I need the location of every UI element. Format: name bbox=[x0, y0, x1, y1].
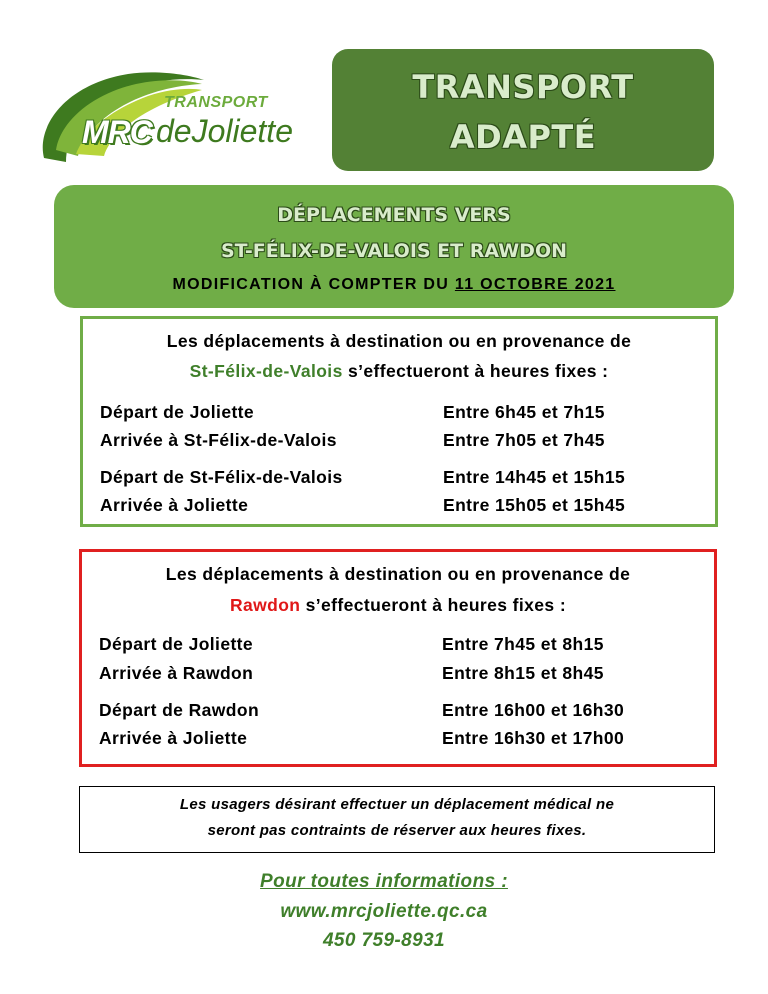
row-label: Départ de Rawdon bbox=[99, 700, 260, 720]
schedule-intro-line-2 bbox=[83, 361, 715, 382]
note-line-1: Les usagers désirant effectuer un déplacement médical ne bbox=[179, 796, 615, 813]
title-box bbox=[332, 49, 714, 171]
schedule-row bbox=[99, 700, 704, 722]
row-label: Arrivée à Joliette bbox=[99, 728, 248, 748]
schedule-intro-rest: s’effectueront à heures fixes : bbox=[300, 595, 567, 615]
subtitle-line-1: DÉPLACEMENTS VERS bbox=[277, 204, 511, 226]
schedule-row bbox=[99, 634, 704, 656]
subtitle-box bbox=[54, 185, 734, 308]
row-label: Départ de Joliette bbox=[99, 634, 254, 654]
row-label: Départ de St-Félix-de-Valois bbox=[100, 467, 343, 487]
row-time: Entre 6h45 et 7h15 bbox=[443, 402, 605, 422]
row-label: Arrivée à Rawdon bbox=[99, 663, 254, 683]
modification-date: 11 OCTOBRE 2021 bbox=[454, 276, 616, 293]
row-label: Départ de Joliette bbox=[100, 402, 255, 422]
logo-mrc-text: MRC bbox=[82, 114, 152, 150]
mrc-joliette-logo bbox=[36, 66, 298, 166]
footer-info-heading: Pour toutes informations : bbox=[260, 871, 508, 892]
row-time: Entre 16h30 et 17h00 bbox=[442, 728, 625, 748]
subtitle-line-2: ST-FÉLIX-DE-VALOIS ET RAWDON bbox=[221, 240, 567, 262]
schedule-box-rawdon bbox=[79, 549, 717, 767]
schedule-row bbox=[100, 402, 705, 424]
footer-website-link[interactable]: www.mrcjoliette.qc.ca bbox=[280, 901, 488, 922]
note-line-2: seront pas contraints de réserver aux heures fixes. bbox=[207, 822, 587, 839]
destination-name: Rawdon bbox=[229, 595, 301, 615]
schedule-box-st-felix bbox=[80, 316, 718, 527]
row-time: Entre 7h45 et 8h15 bbox=[442, 634, 604, 654]
schedule-intro-rest: s’effectueront à heures fixes : bbox=[342, 361, 609, 381]
schedule-row bbox=[99, 663, 704, 685]
modification-prefix: MODIFICATION À COMPTER DU bbox=[172, 276, 455, 293]
logo-transport-text: TRANSPORT bbox=[164, 94, 268, 111]
schedule-row bbox=[99, 728, 704, 750]
schedule-intro-line-1: Les déplacements à destination ou en provenance de bbox=[166, 331, 632, 351]
medical-note-box bbox=[79, 786, 715, 853]
schedule-row bbox=[100, 495, 705, 517]
row-label: Arrivée à Joliette bbox=[100, 495, 249, 515]
footer-phone: 450 759-8931 bbox=[322, 930, 446, 951]
modification-date-line bbox=[54, 276, 734, 294]
schedule-row bbox=[100, 467, 705, 489]
row-time: Entre 7h05 et 7h45 bbox=[443, 430, 605, 450]
title-line-2: ADAPTÉ bbox=[449, 118, 597, 156]
row-time: Entre 16h00 et 16h30 bbox=[442, 700, 625, 720]
row-time: Entre 15h05 et 15h45 bbox=[443, 495, 626, 515]
row-label: Arrivée à St-Félix-de-Valois bbox=[100, 430, 337, 450]
logo-joliette-text: deJoliette bbox=[156, 113, 293, 149]
schedule-intro-line-1: Les déplacements à destination ou en provenance de bbox=[165, 564, 631, 584]
schedule-intro-line-2 bbox=[82, 595, 714, 616]
schedule-row bbox=[100, 430, 705, 452]
row-time: Entre 14h45 et 15h15 bbox=[443, 467, 626, 487]
row-time: Entre 8h15 et 8h45 bbox=[442, 663, 604, 683]
title-line-1: TRANSPORT bbox=[412, 68, 634, 106]
destination-name: St-Félix-de-Valois bbox=[189, 361, 343, 381]
